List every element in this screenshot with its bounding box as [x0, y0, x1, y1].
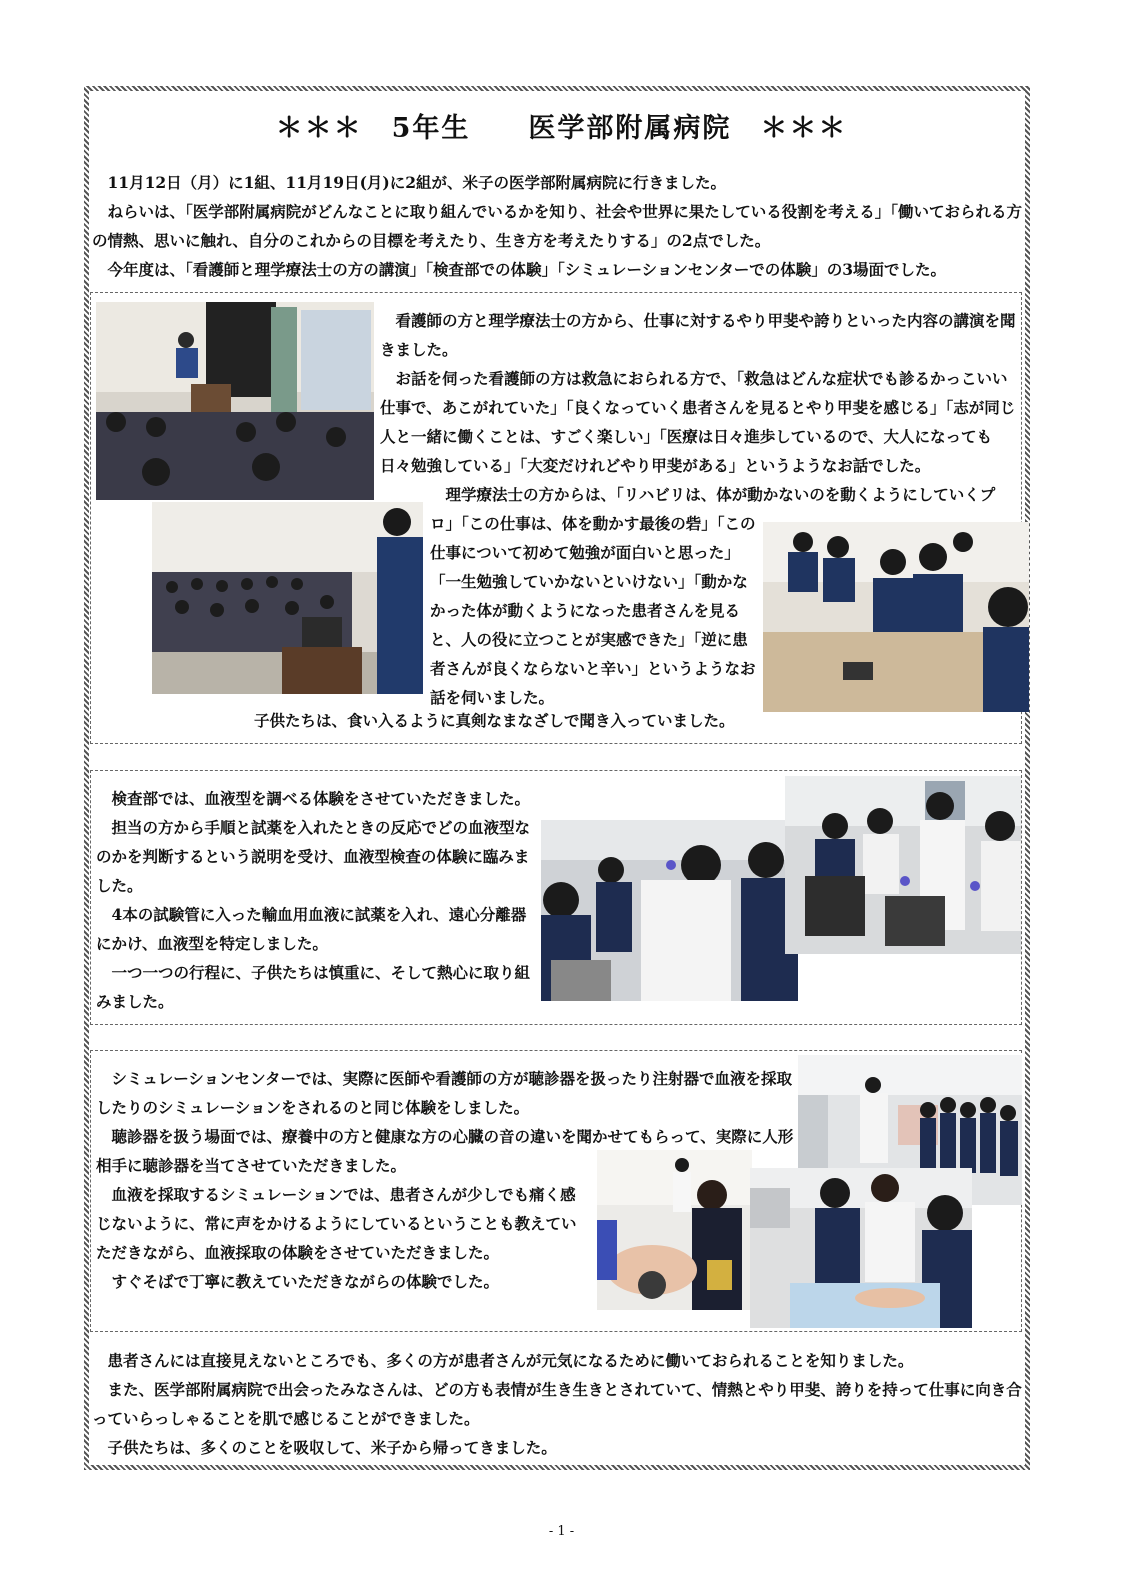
lab-photo-1	[541, 820, 798, 1001]
lecture-photo-2	[152, 502, 423, 694]
lab-paragraph-1: 検査部では、血液型を調べる体験をさせていただきました。	[111, 789, 531, 808]
outro-paragraph-1: 患者さんには直接見えないところでも、多くの方が患者さんが元気になるために働いておられることを知りました。	[107, 1351, 914, 1370]
lecture-paragraph-2: お話を伺った看護師の方は救急におられる方で、「救急はどんな症状でも診るかっこいい仕事で、あこがれていた」「良くなっていく患者さんを見るとやり甲斐を感じる」「志が同じ人と一緒に働くことは、すごく楽しい」「医療は日々進歩しているので、大人になっても日々勉強している」「大変だけれどやり甲斐がある」というようなお話でした。	[380, 369, 1016, 475]
page-title: ＊＊＊ 5年生 医学部附属病院 ＊＊＊	[275, 113, 848, 144]
lecture-photo-3	[763, 522, 1029, 712]
lab-paragraph-3: 4本の試験管に入った輸血用血液に試薬を入れ、遠心分離器にかけ、血液型を特定しました。	[96, 905, 527, 953]
page-number: - 1 -	[548, 1524, 575, 1539]
lab-paragraph-4: 一つ一つの行程に、子供たちは慎重に、そして熱心に取り組みました。	[96, 963, 531, 1011]
lecture-photo-1	[96, 302, 374, 500]
lecture-paragraph-1: 看護師の方と理学療法士の方から、仕事に対するやり甲斐や誇りといった内容の講演を聞きました。	[380, 311, 1016, 359]
outro-paragraph-3: 子供たちは、多くのことを吸収して、米子から帰ってきました。	[107, 1438, 557, 1457]
intro-paragraph-1: 11月12日（月）に1組、11月19日(月)に2組が、米子の医学部附属病院に行きました。	[107, 173, 727, 192]
lecture-paragraph-3a: 理学療法士の方からは、「リハビリは、体が動かないのを動くようにしていくプ	[445, 485, 996, 504]
intro-paragraph-3: 今年度は、「看護師と理学療法士の方の講演」「検査部での体験」「シミュレーションセンターでの体験」の3場面でした。	[107, 260, 946, 279]
outro-paragraph-2: また、医学部附属病院で出会ったみなさんは、どの方も表情が生き生きとされていて、情熱とやり甲斐、誇りを持って仕事に向き合っていらっしゃることを肌で感じることができました。	[92, 1380, 1022, 1428]
simulation-photo-3	[750, 1168, 972, 1328]
lab-photo-2	[785, 776, 1021, 954]
simulation-paragraph-3: 血液を採取するシミュレーションでは、患者さんが少しでも痛く感じないように、常に声をかけるようにしているということも教えていただきながら、血液採取の体験をさせていただきました。	[96, 1185, 577, 1262]
simulation-paragraph-1: シミュレーションセンターでは、実際に医師や看護師の方が聴診器を扱ったり注射器で血液を採取したりのシミュレーションをされるのと同じ体験をしました。	[96, 1069, 792, 1117]
intro-paragraph-2: ねらいは、「医学部附属病院がどんなことに取り組んでいるかを知り、社会や世界に果たしている役割を考える」「働いておられる方の情熱、思いに触れ、自分のこれからの目標を考えたり、生き方を考えたりする」の2点でした。	[92, 202, 1023, 250]
lecture-paragraph-4: 子供たちは、食い入るように真剣なまなざしで聞き入っていました。	[254, 711, 735, 730]
lecture-paragraph-3b: ロ」「この仕事は、体を動かす最後の砦」「この仕事について初めて勉強が面白いと思った」「一生勉強していかないといけない」「動かなかった体が動くようになった患者さんを見ると、人の役に立つことが実感できた」「逆に患者さんが良くならないと辛い」というようなお話を伺いました。	[430, 514, 756, 707]
lab-paragraph-2: 担当の方から手順と試薬を入れたときの反応でどの血液型なのかを判断するという説明を受け、血液型検査の体験に臨みました。	[96, 818, 531, 895]
simulation-paragraph-4: すぐそばで丁寧に教えていただきながらの体験でした。	[111, 1272, 500, 1291]
simulation-paragraph-2: 聴診器を扱う場面では、療養中の方と健康な方の心臓の音の違いを聞かせてもらって、実際に人形相手に聴診器を当てさせていただきました。	[96, 1127, 794, 1175]
